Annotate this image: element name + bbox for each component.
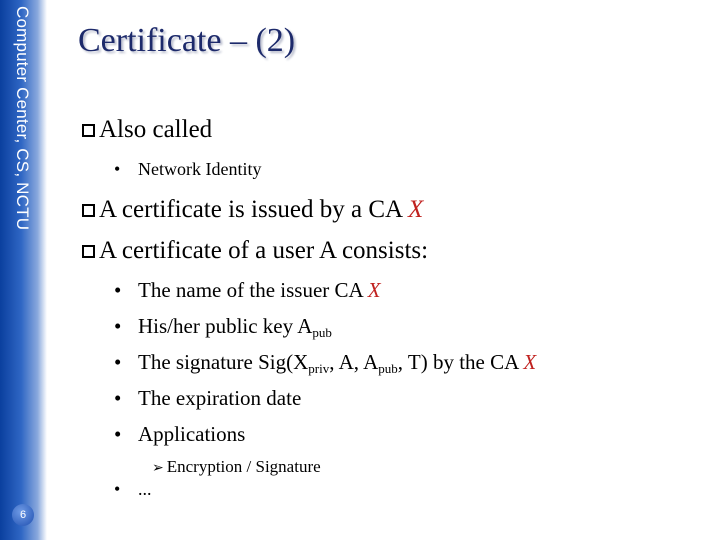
bullet-also-called: Also called (82, 116, 212, 144)
sidebar (0, 0, 47, 540)
dot-bullet-icon: • (114, 479, 121, 499)
slide-title: Certificate – (2) (78, 22, 296, 59)
bullet-ellipsis: • ... (114, 479, 152, 499)
bullet-issued-by: A certificate is issued by a CA X (82, 196, 423, 224)
dot-bullet-icon: • (114, 278, 122, 302)
dot-bullet-icon: • (114, 422, 122, 446)
dot-bullet-icon: • (114, 350, 122, 374)
subbullet-encryption: ➢ Encryption / Signature (152, 457, 321, 476)
bullet-consists: A certificate of a user A consists: (82, 237, 428, 265)
arrow-bullet-icon: ➢ (152, 460, 164, 476)
bullet-applications: • Applications (114, 422, 246, 446)
dot-bullet-icon: • (114, 386, 122, 410)
sidebar-org-label: Computer Center, CS, NCTU (13, 6, 32, 231)
page-number: 6 (12, 504, 34, 526)
bullet-expiration: • The expiration date (114, 386, 302, 410)
bullet-public-key: • His/her public key $A_{pub}$ (114, 314, 332, 340)
dot-bullet-icon: • (114, 159, 121, 179)
dot-bullet-icon: • (114, 314, 122, 338)
bullet-issuer-name: • The name of the issuer CA X (114, 278, 381, 302)
checkbox-bullet-icon (82, 245, 95, 258)
bullet-network-identity: • Network Identity (114, 159, 262, 179)
checkbox-bullet-icon (82, 124, 95, 137)
bullet-signature: • The signature $Sig(X_{priv}$, A, $A_{pub}$, T) by the CA X (114, 350, 537, 376)
checkbox-bullet-icon (82, 204, 95, 217)
